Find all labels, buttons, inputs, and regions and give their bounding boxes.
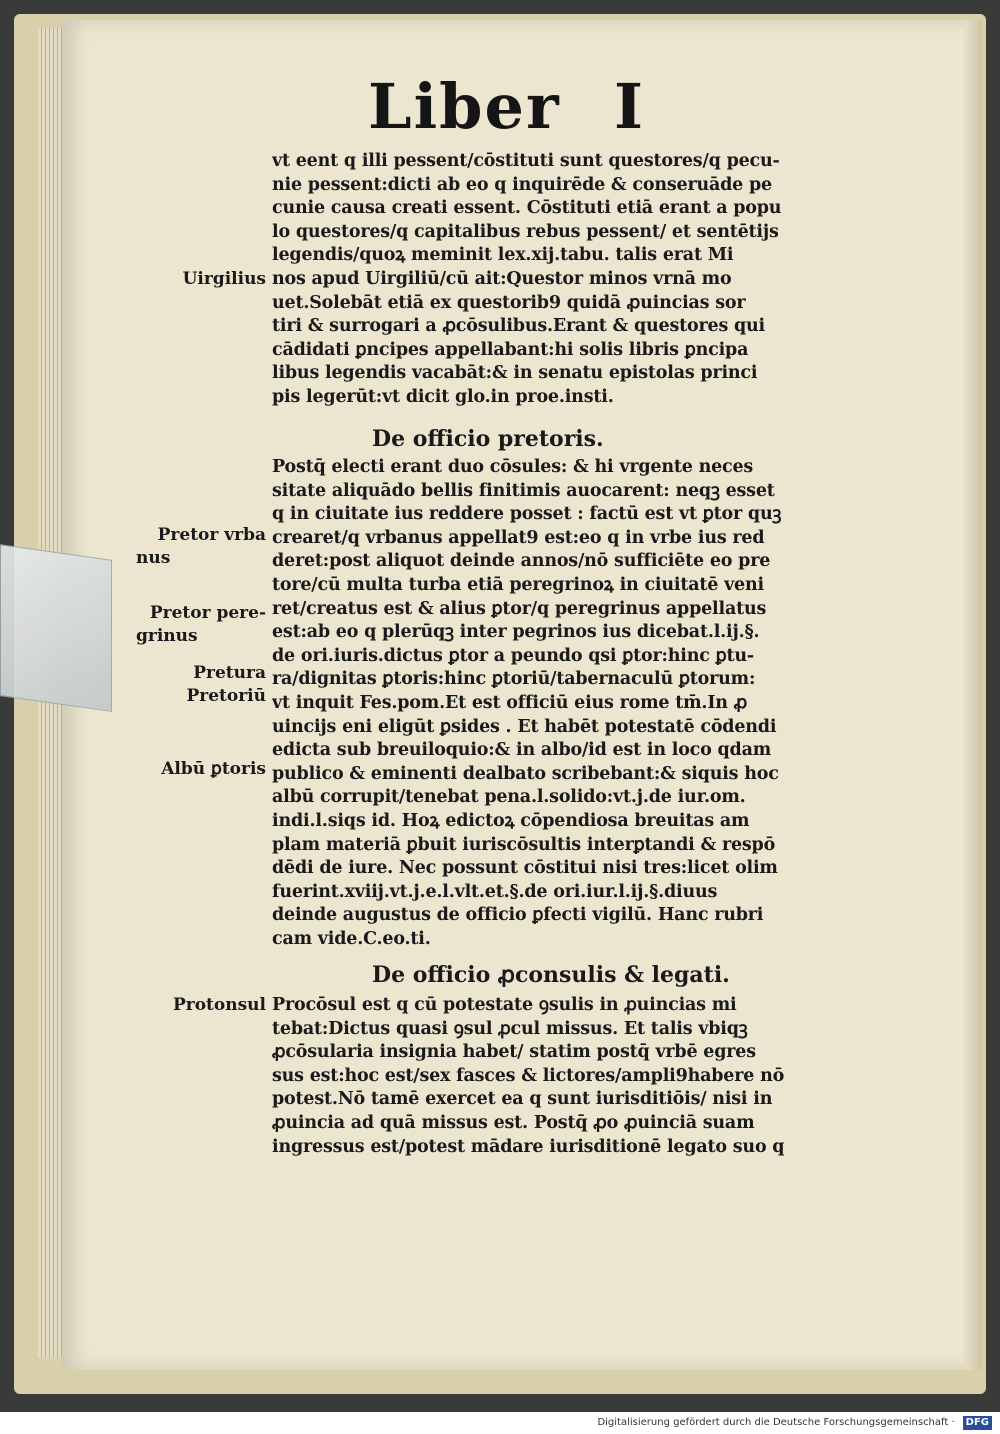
- text-line: publico & eminenti dealbato scribebant:& siquis hoc: [272, 763, 779, 784]
- margin-note-line: nus: [136, 548, 171, 568]
- text-line: q in ciuitate ius reddere posset : factū est vt ꝑtor quꝫ: [272, 504, 782, 525]
- text-line: vt eent q illi pessent/cōstituti sunt questores/q pecu-: [272, 151, 780, 171]
- text-line: plam materiā ꝑbuit iuriscōsultis interꝑtandi & respō: [272, 834, 776, 855]
- text-line: indi.l.siqs id. Hoꝝ edictoꝝ cōpendiosa breuitas am: [272, 810, 750, 831]
- text-line: uincijs eni eligūt ꝑsides . Et habēt potestatē cōdendi: [272, 716, 777, 737]
- dfg-logo: DFG: [963, 1416, 992, 1430]
- margin-note-virgilius: Uirgilius: [182, 269, 266, 289]
- section-heading-proconsulis: De officio ꝓconsulis & legati.: [372, 962, 730, 988]
- text-line: tore/cū multa turba etiā peregrinoꝝ in ciuitatē veni: [272, 574, 764, 595]
- margin-note-pretura: [126, 662, 266, 708]
- paragraph-proconsulis: [272, 994, 842, 1159]
- text-line: ingressus est/potest mādare iurisditionē legato suo q: [272, 1136, 785, 1157]
- text-line: edicta sub breuiloquio:& in albo/id est in loco qdam: [272, 740, 772, 761]
- margin-note-line: grinus: [136, 626, 198, 646]
- text-line: Procōsul est q cū potestate ꝯsulis in ꝓuincias mi: [272, 995, 737, 1015]
- text-line: fuerint.xviij.vt.j.e.l.vlt.et.§.de ori.iur.l.ij.§.diuus: [272, 881, 718, 902]
- text-line: cunie causa creati essent. Cōstituti etiā erant a popu: [272, 198, 782, 219]
- title-number: I: [614, 70, 646, 143]
- paragraph-pretoris: [272, 456, 842, 951]
- text-line: ra/dignitas ꝑtoris:hinc ꝑtoriū/tabernaculū ꝑtorum:: [272, 669, 756, 690]
- text-line: ret/creatus est & alius ꝑtor/q peregrinus appellatus: [272, 598, 767, 619]
- margin-note-line: Pretor vrba: [157, 525, 266, 545]
- text-line: Postq̄ electi erant duo cōsules: & hi vrgente neces: [272, 457, 754, 477]
- text-line: cādidati ꝑncipes appellabant:hi solis libris ꝑncipa: [272, 339, 749, 360]
- title-word: Liber: [368, 70, 561, 143]
- text-line: uet.Solebāt etiā ex questorib9 quidā ꝓuincias sor: [272, 292, 746, 313]
- text-line: nie pessent:dicti ab eo q inquirēde & conseruāde pe: [272, 174, 772, 195]
- text-line: sitate aliquādo bellis finitimis auocarent: neqꝫ esset: [272, 480, 775, 501]
- text-line: ꝓuincia ad quā missus est. Postq̄ ꝓo ꝓuinciā suam: [272, 1112, 755, 1133]
- margin-note-line: Pretoriū: [186, 686, 266, 706]
- margin-note-album-pretoris: Albū ꝑtoris: [161, 759, 266, 779]
- text-line: libus legendis vacabāt:& in senatu epistolas princi: [272, 363, 758, 384]
- text-line: sus est:hoc est/sex fasces & lictores/ampli9habere nō: [272, 1065, 785, 1086]
- text-line: legendis/quoꝝ meminit lex.xij.tabu. talis erat Mi: [272, 245, 734, 266]
- text-line: lo questores/q capitalibus rebus pessent/ et sentētijs: [272, 221, 779, 242]
- margin-note-line: Pretura: [193, 663, 266, 683]
- text-line: dēdi de iure. Nec possunt cōstitui nisi tres:licet olim: [272, 858, 778, 879]
- page-title: [368, 70, 668, 150]
- section-heading-pretoris: De officio pretoris.: [372, 426, 604, 452]
- margin-note-pretor-urbanus: [126, 524, 266, 570]
- text-line: albū corrupit/tenebat pena.l.solido:vt.j.de iur.om.: [272, 787, 746, 808]
- margin-note-pretor-peregrinus: [126, 602, 266, 648]
- text-line: crearet/q vrbanus appellat9 est:eo q in vrbe ius red: [272, 527, 765, 548]
- margin-note-proconsul: Protonsul: [172, 995, 266, 1015]
- bookmark-strip: [0, 544, 112, 712]
- text-line: pis legerūt:vt dicit glo.in proe.insti.: [272, 386, 614, 407]
- text-line: tiri & surrogari a ꝓcōsulibus.Erant & questores qui: [272, 316, 765, 337]
- paragraph-questores: [272, 150, 842, 410]
- text-line: nos apud Uirgiliū/cū ait:Questor minos vrnā mo: [272, 268, 732, 289]
- margin-note-line: Pretor pere-: [149, 603, 266, 623]
- text-line: est:ab eo q plerūqꝫ inter pegrinos ius dicebat.l.ij.§.: [272, 622, 760, 643]
- text-line: tebat:Dictus quasi ꝯsul ꝓcul missus. Et talis vbiqꝫ: [272, 1018, 748, 1039]
- text-line: deinde augustus de officio ꝑfecti vigilū. Hanc rubri: [272, 905, 764, 926]
- text-line: potest.Nō tamē exercet ea q sunt iurisditiōis/ nisi in: [272, 1089, 773, 1110]
- text-line: vt inquit Fes.pom.Et est officiū eius rome tm̄.In ꝓ: [272, 692, 748, 713]
- text-line: de ori.iuris.dictus ꝑtor a peundo qsi ꝑtor:hinc ꝑtu-: [272, 645, 754, 666]
- text-line: ꝓcōsularia insignia habet/ statim postq̄ vrbē egres: [272, 1042, 756, 1063]
- text-line: cam vide.C.eo.ti.: [272, 928, 431, 949]
- footer-text: Digitalisierung gefördert durch die Deutsche Forschungsgemeinschaft ·: [597, 1417, 955, 1428]
- page-edge: [964, 20, 982, 1370]
- footer-bar: [0, 1412, 1000, 1434]
- text-line: deret:post aliquot deinde annos/nō sufficiēte eo pre: [272, 551, 771, 572]
